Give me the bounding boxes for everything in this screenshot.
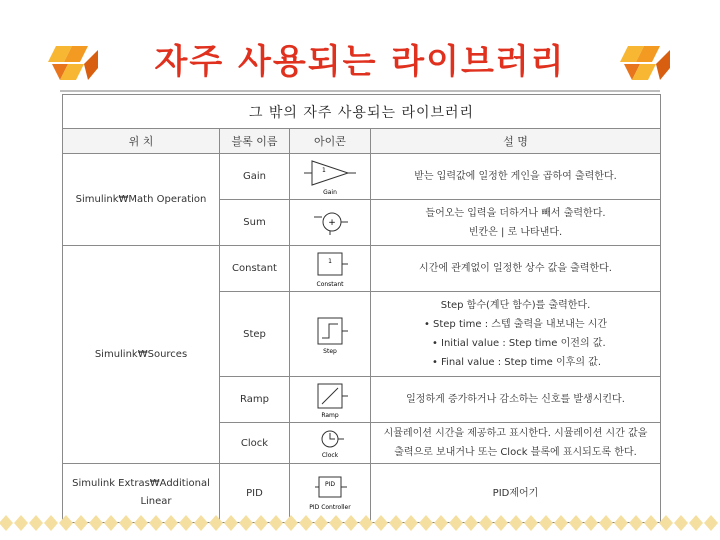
description-line: 일정하게 증가하거나 감소하는 신호를 발생시킨다.	[406, 394, 625, 405]
description-line: 시뮬레이션 시간을 제공하고 표시한다. 시뮬레이션 시간 값을	[383, 428, 648, 439]
clock-icon-label: Clock	[321, 452, 339, 459]
pid-icon-label: PID Controller	[309, 504, 351, 511]
description-line: 받는 입력값에 일정한 게인을 곱하여 출력한다.	[414, 171, 617, 182]
footer-diamond	[194, 515, 208, 531]
footer-diamond	[449, 515, 463, 531]
constant-block-icon	[300, 249, 360, 289]
footer-diamond	[419, 515, 433, 531]
footer-diamond	[344, 515, 358, 531]
footer-diamond	[209, 515, 223, 531]
footer-diamond	[254, 515, 268, 531]
step-icon-label: Step	[323, 348, 337, 355]
block-name: Step	[220, 292, 290, 377]
pid-controller-icon	[295, 471, 365, 515]
block-name: Ramp	[220, 377, 290, 423]
footer-diamond	[659, 515, 673, 531]
footer-diamond	[224, 515, 238, 531]
description-line: Step 함수(계단 함수)를 출력한다.	[440, 300, 591, 311]
footer-diamond	[14, 515, 28, 531]
footer-diamond	[314, 515, 328, 531]
block-name: Sum	[220, 200, 290, 246]
title-divider	[60, 90, 660, 92]
location-line: Simulink Extras₩Additional	[72, 478, 210, 489]
description-line: 출력으로 보내거나 또는 Clock 블록에 표시되도록 한다.	[394, 447, 637, 458]
table-caption: 그 밖의 자주 사용되는 라이브러리	[63, 95, 661, 129]
footer-diamond	[569, 515, 583, 531]
footer-diamond	[494, 515, 508, 531]
footer-diamond	[29, 515, 43, 531]
footer-diamond	[284, 515, 298, 531]
footer-diamond	[614, 515, 628, 531]
cube-decoration-right-icon	[620, 40, 672, 86]
ramp-icon-label: Ramp	[321, 411, 339, 419]
footer-diamond	[674, 515, 688, 531]
footer-diamond	[554, 515, 568, 531]
footer-diamond	[119, 515, 133, 531]
footer-diamond	[134, 515, 148, 531]
footer-diamond-border	[0, 512, 720, 534]
block-name: Clock	[220, 423, 290, 464]
footer-diamond	[509, 515, 523, 531]
footer-diamond	[239, 515, 253, 531]
footer-diamond	[179, 515, 193, 531]
footer-diamond	[644, 515, 658, 531]
description-line: 빈칸은 | 로 나타낸다.	[468, 226, 563, 238]
description-line: • Step time : 스텝 출력을 내보내는 시간	[423, 319, 608, 330]
footer-diamond	[299, 515, 313, 531]
clock-icon	[300, 425, 360, 461]
gain-icon-label: Gain	[323, 188, 337, 196]
header-description: 설 명	[371, 129, 661, 154]
footer-diamond	[404, 515, 418, 531]
table-row	[63, 154, 661, 200]
ramp-block-icon	[300, 380, 360, 420]
gain-triangle-icon	[300, 157, 360, 197]
footer-diamond	[689, 515, 703, 531]
footer-diamond	[524, 515, 538, 531]
sum-circle-icon	[300, 205, 360, 241]
block-name: PID	[220, 464, 290, 523]
footer-diamond	[164, 515, 178, 531]
constant-icon-value: 1	[328, 257, 332, 265]
header-block-name: 블록 이름	[220, 129, 290, 154]
location-line: Linear	[140, 496, 172, 507]
footer-diamond	[629, 515, 643, 531]
header-icon: 아이콘	[290, 129, 371, 154]
description-line: PID제어기	[492, 487, 539, 499]
description-line: • Initial value : Step time 이전의 값.	[431, 338, 606, 349]
footer-diamond	[389, 515, 403, 531]
footer-diamond	[74, 515, 88, 531]
description-line: 들어오는 입력을 더하거나 빼서 출력한다.	[425, 207, 606, 219]
footer-diamond	[479, 515, 493, 531]
step-block-icon	[300, 312, 360, 356]
table-row	[63, 246, 661, 292]
block-name: Gain	[220, 154, 290, 200]
footer-diamond	[704, 515, 718, 531]
footer-diamond	[44, 515, 58, 531]
block-name: Constant	[220, 246, 290, 292]
footer-diamond	[584, 515, 598, 531]
footer-diamond	[149, 515, 163, 531]
location-math-operation: Simulink₩Math Operation	[63, 154, 220, 246]
footer-diamond	[329, 515, 343, 531]
svg-text:+: +	[328, 217, 336, 228]
footer-diamond	[89, 515, 103, 531]
footer-diamond	[269, 515, 283, 531]
constant-icon-label: Constant	[316, 280, 344, 288]
footer-diamond	[59, 515, 73, 531]
footer-diamond	[434, 515, 448, 531]
library-table	[62, 94, 661, 523]
pid-icon-value: PID	[324, 481, 336, 488]
page-title: 자주 사용되는 라이브러리	[154, 42, 566, 82]
header-location: 위 치	[63, 129, 220, 154]
location-sources: Simulink₩Sources	[63, 246, 220, 464]
footer-diamond	[464, 515, 478, 531]
footer-diamond	[539, 515, 553, 531]
description-line: 시간에 관계없이 일정한 상수 값을 출력한다.	[419, 263, 612, 274]
description-line: • Final value : Step time 이후의 값.	[431, 357, 601, 368]
footer-diamond	[104, 515, 118, 531]
gain-icon-value: 1	[322, 166, 326, 174]
footer-diamond	[374, 515, 388, 531]
footer-diamond	[0, 515, 13, 531]
footer-diamond	[359, 515, 373, 531]
footer-diamond	[599, 515, 613, 531]
